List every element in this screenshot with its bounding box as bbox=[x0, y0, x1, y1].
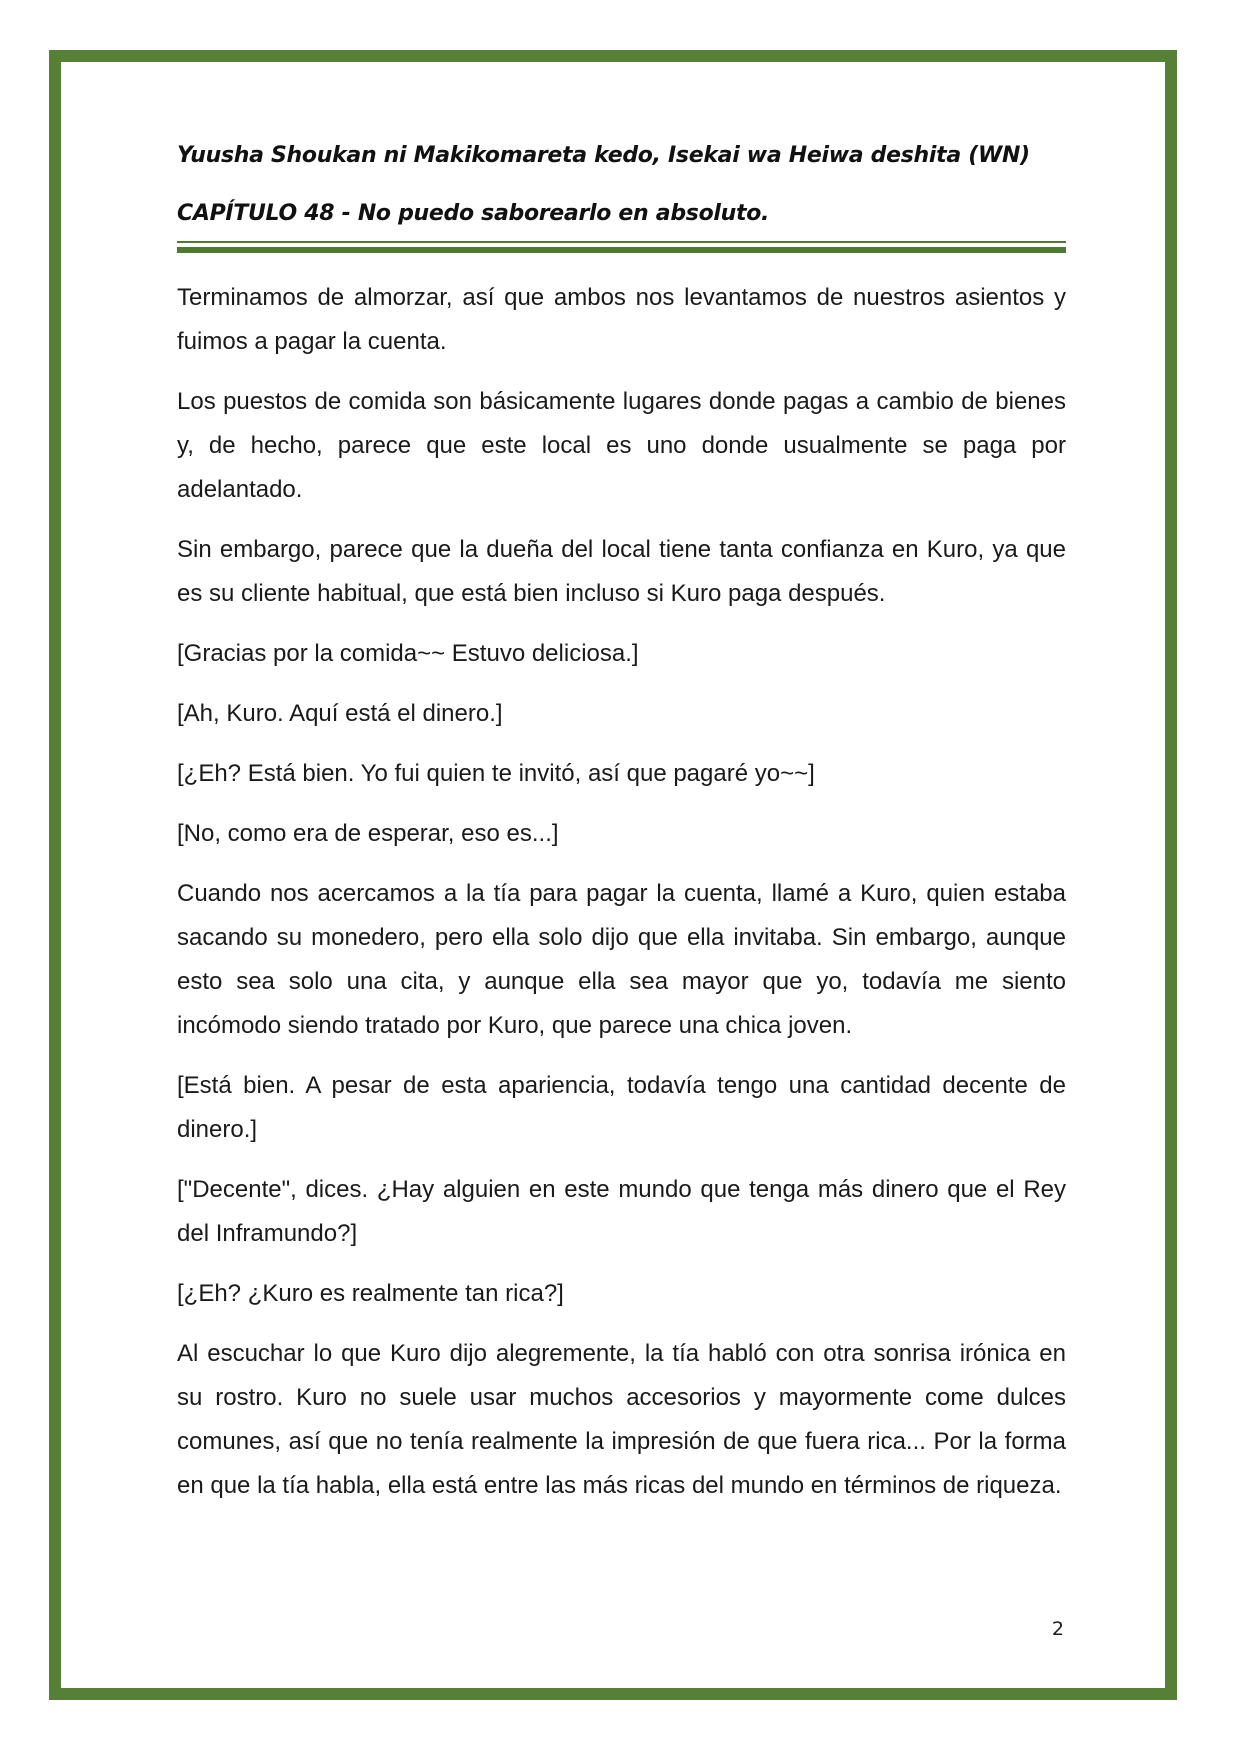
paragraph: Terminamos de almorzar, así que ambos nos levantamos de nuestros asientos y fuimos a pagar la cuenta. bbox=[177, 284, 1066, 355]
dialogue-line: [Está bien. A pesar de esta apariencia, todavía tengo una cantidad decente de dinero.] bbox=[177, 1072, 1066, 1143]
page-number: 2 bbox=[1051, 1618, 1064, 1640]
dialogue-line: [Gracias por la comida~~ Estuvo deliciosa.] bbox=[177, 640, 639, 667]
paragraph: Al escuchar lo que Kuro dijo alegremente, la tía habló con otra sonrisa irónica en su rostro. Kuro no suele usar muchos accesorios y mayormente come dulces comunes, así que no tenía realmente la impresión de que fuera rica... Por la forma en que la tía habla, ella está entre las más ricas del mundo en términos de riqueza. bbox=[177, 1340, 1066, 1499]
document-header bbox=[177, 140, 1066, 230]
chapter-title: CAPÍTULO 48 - No puedo saborearlo en absoluto. bbox=[177, 201, 770, 226]
header-divider-thick bbox=[177, 247, 1066, 253]
dialogue-line: ["Decente", dices. ¿Hay alguien en este mundo que tenga más dinero que el Rey del Inframundo?] bbox=[177, 1176, 1066, 1247]
dialogue-line: [¿Eh? ¿Kuro es realmente tan rica?] bbox=[177, 1280, 564, 1307]
dialogue-line: [No, como era de esperar, eso es...] bbox=[177, 820, 559, 847]
chapter-body bbox=[177, 276, 1066, 1524]
series-title: Yuusha Shoukan ni Makikomareta kedo, Isekai wa Heiwa deshita (WN) bbox=[177, 143, 1030, 168]
paragraph: Sin embargo, parece que la dueña del local tiene tanta confianza en Kuro, ya que es su cliente habitual, que está bien incluso si Kuro paga después. bbox=[177, 536, 1066, 607]
header-divider-thin bbox=[177, 241, 1066, 243]
paragraph: Cuando nos acercamos a la tía para pagar la cuenta, llamé a Kuro, quien estaba sacando su monedero, pero ella solo dijo que ella invitaba. Sin embargo, aunque esto sea solo una cita, y aunque ella sea mayor que yo, todavía me siento incómodo siendo tratado por Kuro, que parece una chica joven. bbox=[177, 880, 1066, 1039]
dialogue-line: [¿Eh? Está bien. Yo fui quien te invitó, así que pagaré yo~~] bbox=[177, 760, 815, 787]
paragraph: Los puestos de comida son básicamente lugares donde pagas a cambio de bienes y, de hecho, parece que este local es uno donde usualmente se paga por adelantado. bbox=[177, 388, 1066, 503]
dialogue-line: [Ah, Kuro. Aquí está el dinero.] bbox=[177, 700, 503, 727]
